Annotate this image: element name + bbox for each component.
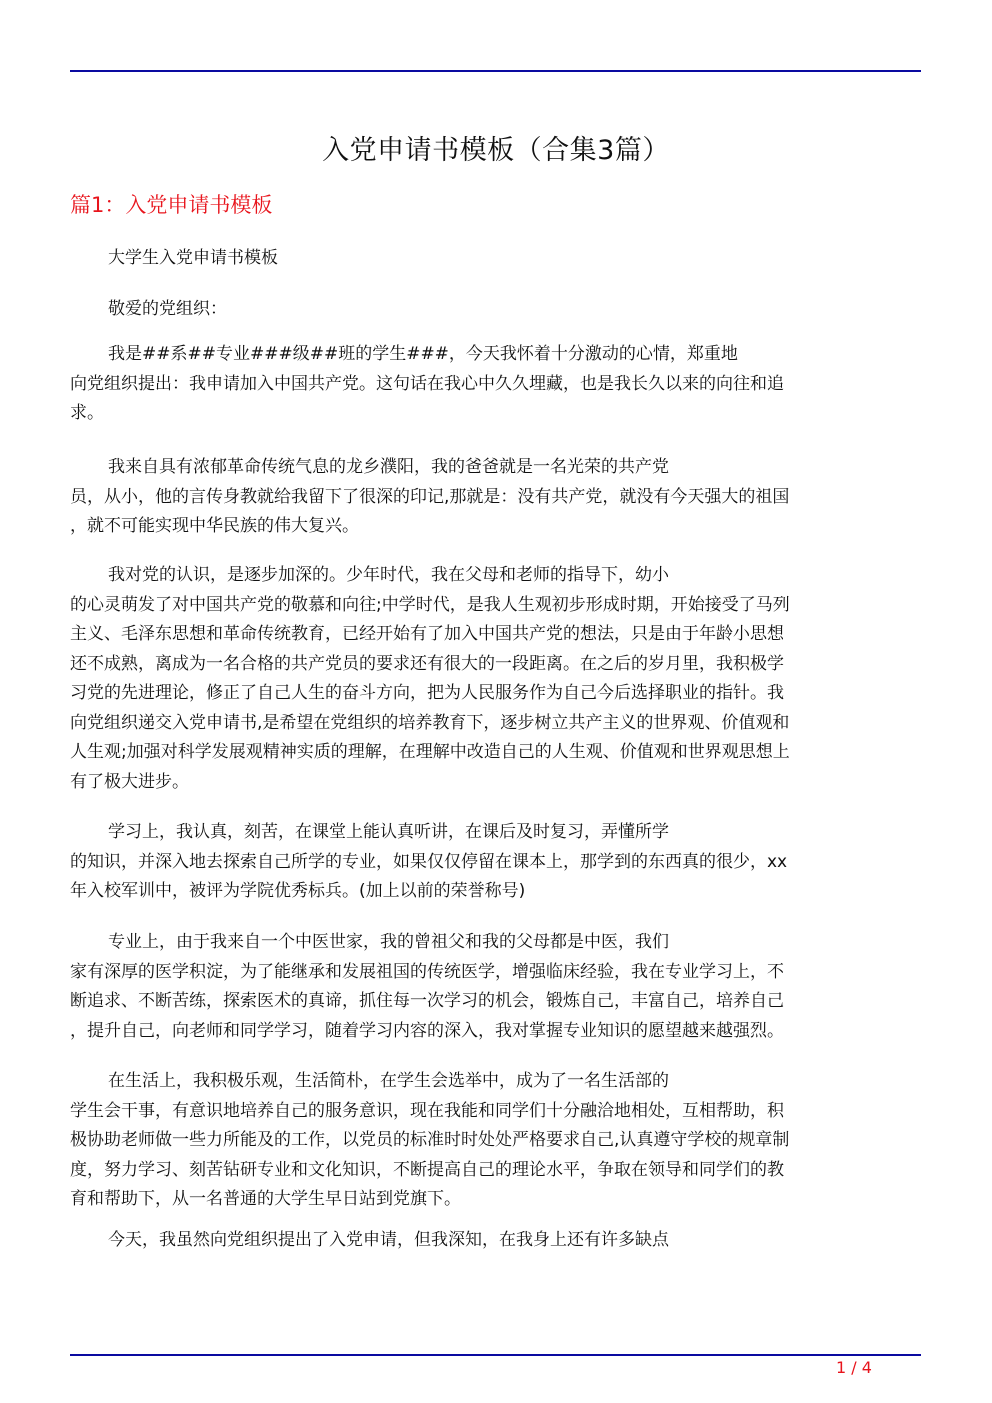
paragraph bbox=[70, 928, 921, 1046]
paragraph-line: 在生活上，我积极乐观，生活简朴，在学生会选举中，成为了一名生活部的 bbox=[108, 1071, 669, 1091]
paragraph-line: 断追求、不断苦练，探索医术的真谛，抓住每一次学习的机会，锻炼自己，丰富自己，培养自己 bbox=[70, 991, 784, 1011]
paragraph-line: 今天，我虽然向党组织提出了入党申请，但我深知，在我身上还有许多缺点 bbox=[108, 1230, 669, 1250]
paragraph bbox=[70, 561, 921, 797]
paragraph-line: 员，从小，他的言传身教就给我留下了很深的印记,那就是：没有共产党，就没有今天强大的祖国 bbox=[70, 486, 790, 507]
paragraph-line: ，提升自己，向老师和同学学习，随着学习内容的深入，我对掌握专业知识的愿望越来越强烈。 bbox=[70, 1020, 784, 1041]
paragraph bbox=[70, 818, 921, 907]
paragraph-line: 的心灵萌发了对中国共产党的敬慕和向往;中学时代，是我人生观初步形成时期，开始接受了马列 bbox=[70, 594, 790, 615]
paragraph-line: 人生观;加强对科学发展观精神实质的理解，在理解中改造自己的人生观、价值观和世界观思想上 bbox=[70, 742, 790, 762]
paragraph bbox=[70, 453, 921, 542]
paragraph-line: 我对党的认识，是逐步加深的。少年时代，我在父母和老师的指导下，幼小 bbox=[108, 565, 669, 585]
paragraph-line: 向党组织提出：我申请加入中国共产党。这句话在我心中久久埋藏，也是我长久以来的向往和追 bbox=[70, 373, 784, 394]
subtitle: 大学生入党申请书模板 bbox=[108, 248, 278, 268]
paragraph-line: 我来自具有浓郁革命传统气息的龙乡濮阳，我的爸爸就是一名光荣的共产党 bbox=[108, 457, 669, 477]
page-number: 1 / 4 bbox=[836, 1358, 872, 1377]
paragraph-line: 习党的先进理论，修正了自己人生的奋斗方向，把为人民服务作为自己今后选择职业的指针。我 bbox=[70, 683, 784, 703]
paragraph bbox=[70, 1226, 921, 1256]
footer-rule bbox=[70, 1354, 921, 1356]
paragraph-line: 度，努力学习、刻苦钻研专业和文化知识，不断提高自己的理论水平，争取在领导和同学们的教 bbox=[70, 1159, 784, 1180]
paragraph-line: 还不成熟，离成为一名合格的共产党员的要求还有很大的一段距离。在之后的岁月里，我积极学 bbox=[70, 653, 784, 674]
paragraph-line: 有了极大进步。 bbox=[70, 771, 189, 792]
paragraph-line: 向党组织递交入党申请书,是希望在党组织的培养教育下，逐步树立共产主义的世界观、价值观和 bbox=[70, 712, 790, 733]
section-heading: 篇1：入党申请书模板 bbox=[70, 193, 273, 217]
document-title: 入党申请书模板（合集3篇） bbox=[322, 135, 670, 166]
paragraph-line: 主义、毛泽东思想和革命传统教育，已经开始有了加入中国共产党的想法，只是由于年龄小思想 bbox=[70, 624, 784, 644]
paragraph bbox=[70, 340, 921, 429]
paragraph-line: 学习上，我认真，刻苦，在课堂上能认真听讲，在课后及时复习，弄懂所学 bbox=[108, 822, 669, 842]
paragraph-line: 我是##系##专业###级##班的学生###，今天我怀着十分激动的心情，郑重地 bbox=[108, 344, 738, 364]
paragraph-line: 家有深厚的医学积淀，为了能继承和发展祖国的传统医学，增强临床经验，我在专业学习上，不 bbox=[70, 961, 784, 982]
paragraph-line: 的知识，并深入地去探索自己所学的专业，如果仅仅停留在课本上，那学到的东西真的很少，xx bbox=[70, 851, 788, 872]
paragraph-line: 学生会干事，有意识地培养自己的服务意识，现在我能和同学们十分融洽地相处，互相帮助，积 bbox=[70, 1100, 784, 1121]
paragraph bbox=[70, 1067, 921, 1215]
paragraph-line: 极协助老师做一些力所能及的工作，以党员的标准时时处处严格要求自己,认真遵守学校的规章制 bbox=[70, 1130, 790, 1150]
paragraph-line: 求。 bbox=[70, 403, 104, 423]
paragraph-line: ，就不可能实现中华民族的伟大复兴。 bbox=[70, 516, 359, 536]
salutation: 敬爱的党组织： bbox=[108, 299, 227, 319]
paragraph-line: 育和帮助下，从一名普通的大学生早日站到党旗下。 bbox=[70, 1189, 461, 1209]
header-rule bbox=[70, 70, 921, 72]
paragraph-line: 年入校军训中，被评为学院优秀标兵。(加上以前的荣誉称号) bbox=[70, 881, 526, 901]
paragraph-line: 专业上，由于我来自一个中医世家，我的曾祖父和我的父母都是中医，我们 bbox=[108, 932, 669, 952]
